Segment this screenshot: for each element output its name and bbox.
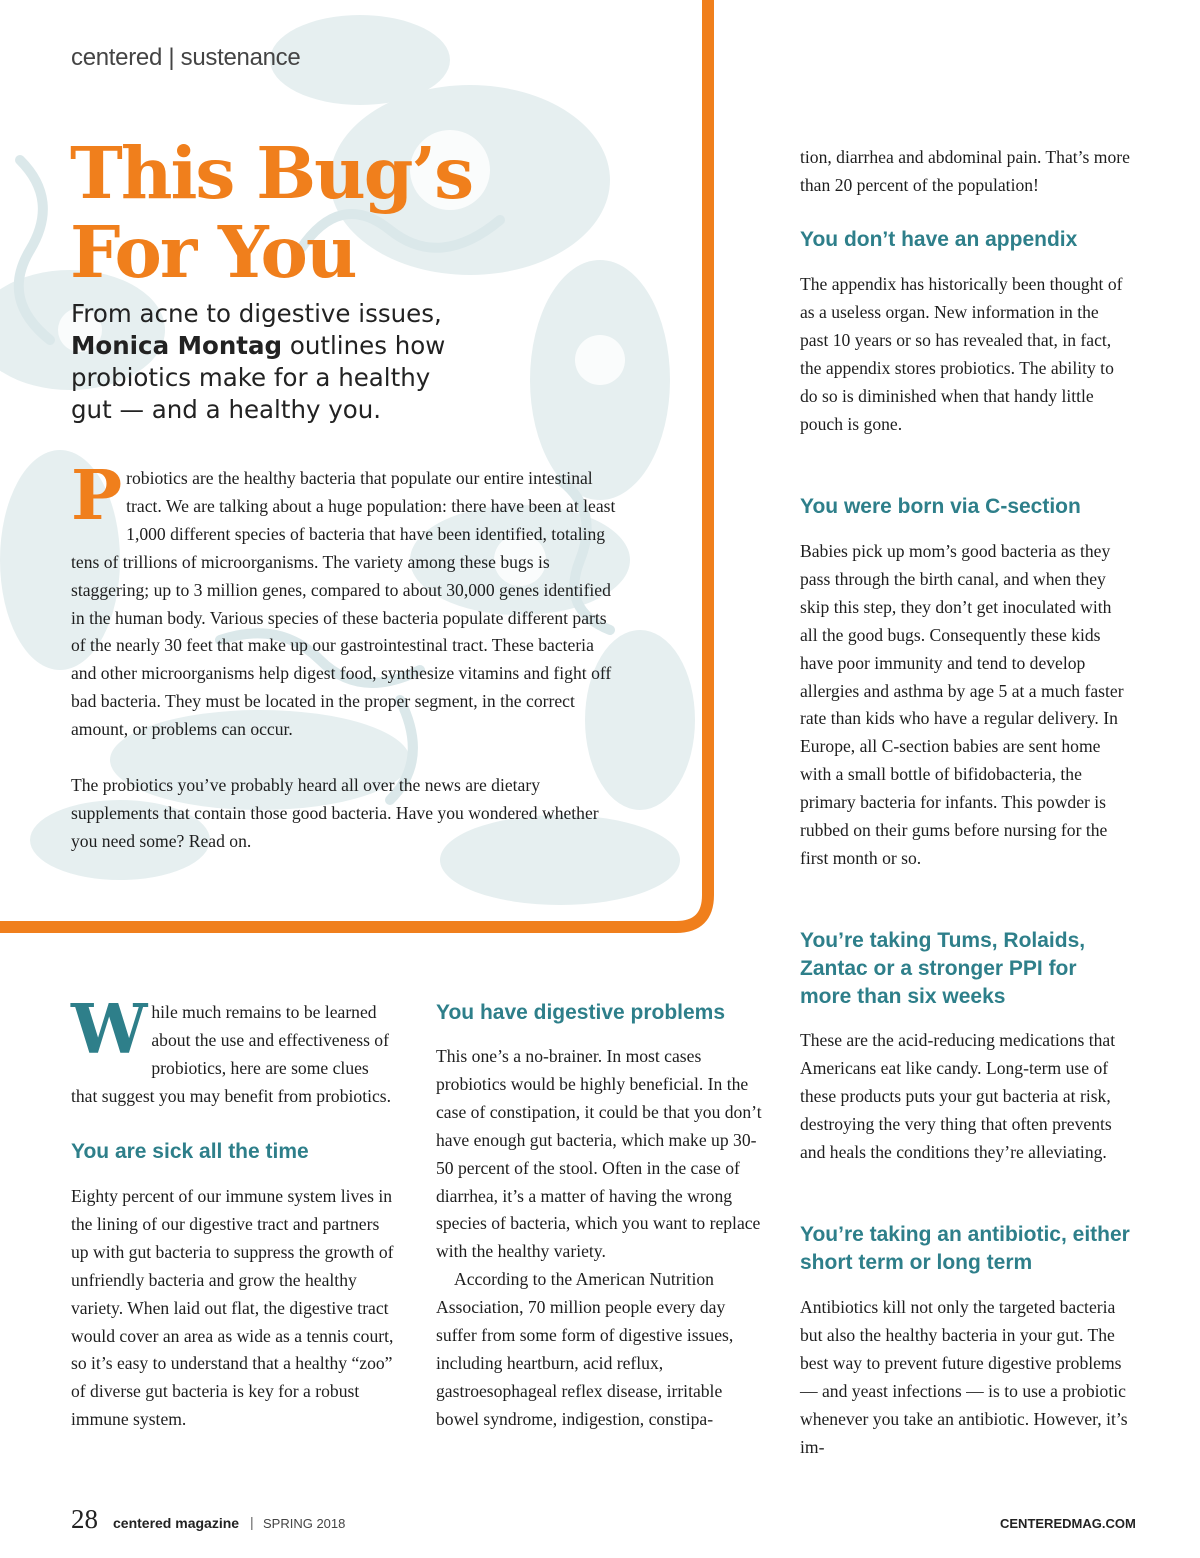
deck-rest: outlines how probiotics make for a healthy gut — and a healthy you. [71,331,446,424]
article-title [70,131,630,294]
issue-label: SPRING 2018 [263,1516,346,1531]
title-line-1: This Bug’s [70,131,473,215]
title-line-2: For You [70,210,356,294]
body-csection: Babies pick up mom’s good bacteria as they pass through the birth canal, and when they skip this step, they don’t get inoculated with all the good bugs. Consequently these kids have poor immunity and tend to develop allergies and asthma by age 5 at a much faster rate than kids who have a regular delivery. In Europe, all C-section babies are sent home with a small bottle of bifidobacteria, the primary bacteria for infants. This powder is rubbed on their gums before nursing for the first month or so. [800,541,1124,868]
body-sick: Eighty percent of our immune system lives in the lining of our digestive tract and partners up with gut bacteria to suppress the growth of unfriendly bacteria and grow the healthy variety. When laid out flat, the digestive tract would cover an area as wide as a tennis court, so it’s easy to understand that a healthy “zoo” of diverse gut bacteria is key for a robust immune system. [71,1186,394,1430]
intro-paragraph-1 [71,456,621,744]
body-digestive [436,1043,762,1434]
heading-antacids: You’re taking Tums, Rolaids, Zantac or a stronger PPI for more than six weeks [800,929,1086,1008]
section-label: centered | sustenance [71,44,301,71]
body-antibiotic: Antibiotics kill not only the targeted bacteria but also the healthy bacteria in your gut. The best way to prevent future digestive problems — and yeast infections — is to use a probiotic whenever you take an antibiotic. However, it’s im- [800,1297,1128,1457]
clues-intro-text: hile much remains to be learned about the use and effectiveness of probiotics, here are some clues that suggest you may benefit from probiotics. [71,1002,392,1106]
deck-intro: From acne to digestive issues, [71,299,442,328]
intro-paragraph-2: The probiotics you’ve probably heard all over the news are dietary supplements that contain those good bacteria. Have you wondered whether you need some? Read on. [71,775,599,851]
intro-text [71,456,621,856]
footer-separator: | [250,1514,254,1530]
intro-paragraph-1-text: robiotics are the healthy bacteria that populate our entire intestinal tract. We are talking about a huge population: there have been at least 1,000 different species of bacteria that have been identified, totaling tens of trillions of microorganisms. The variety among these bugs is staggering; up to 3 million genes, compared to about 30,000 genes identified in the human body. Various species of these bacteria populate different parts of the nearly 30 feet that make up our gastrointestinal tract. These bacteria and other microorganisms help digest food, synthesize vitamins and fight off bad bacteria. They must be located in the proper segment, in the correct amount, or problems can occur. [71,468,616,740]
drop-cap-w: W [71,990,148,1070]
body-digestive-p2: According to the American Nutrition Association, 70 million people every day suffer from some form of digestive issues, including heartburn, acid reflux, gastroesophageal reflex disease, irritable bowel syndrome, indigestion, constipa- [436,1269,734,1429]
heading-digestive: You have digestive problems [436,1001,726,1024]
article-deck [71,298,461,426]
heading-sick: You are sick all the time [71,1140,309,1163]
deck-author: Monica Montag [71,331,283,360]
website-url: CENTEREDMAG.COM [1000,1516,1136,1531]
heading-antibiotic: You’re taking an antibiotic, either short term or long term [800,1223,1130,1274]
drop-cap-p: P [71,456,123,536]
body-antacids: These are the acid-reducing medications that Americans eat like candy. Long-term use of these products puts your gut bacteria at risk, destroying the very thing that often prevents and heals the conditions they’re alleviating. [800,1030,1116,1162]
body-appendix: The appendix has historically been thought of as a useless organ. New information in the past 10 years or so has revealed that, in fact, the appendix stores probiotics. The ability to do so is diminished when that handy little pouch is gone. [800,274,1123,434]
heading-csection: You were born via C-section [800,495,1081,518]
clues-intro [71,990,397,1111]
heading-appendix: You don’t have an appendix [800,228,1078,251]
body-digestive-p1: This one’s a no-brainer. In most cases probiotics would be highly beneficial. In the case of constipation, it could be that you don’t have enough gut bacteria, which make up 30-50 percent of the stool. Often in the case of diarrhea, it’s a matter of having the wrong species of bacteria, which you want to replace with the healthy variety. [436,1046,762,1262]
magazine-name: centered magazine [113,1515,240,1531]
page-number: 28 [71,1504,98,1534]
body-digestive-continued: tion, diarrhea and abdominal pain. That’s more than 20 percent of the population! [800,147,1130,195]
